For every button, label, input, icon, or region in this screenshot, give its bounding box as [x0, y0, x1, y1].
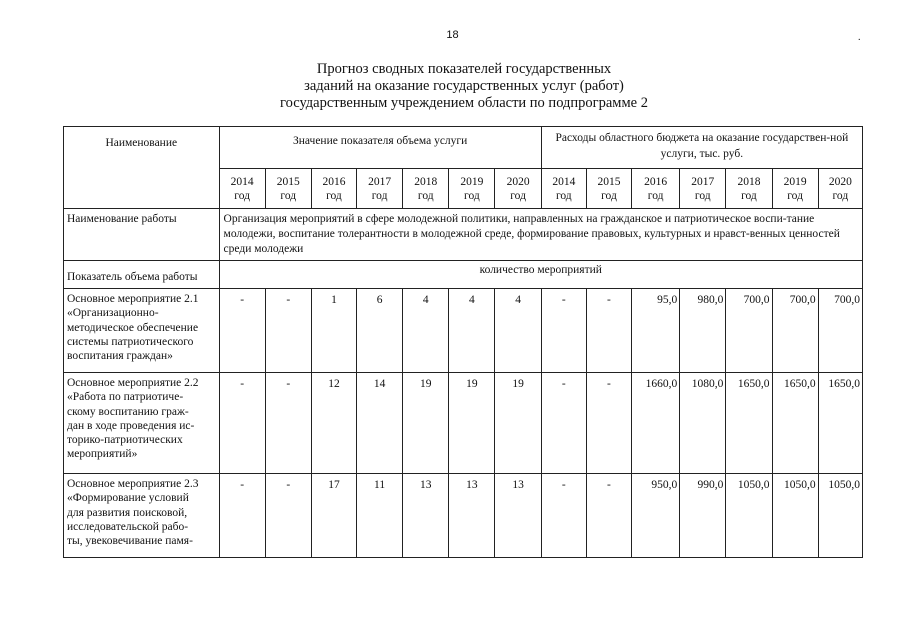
expense-value: 700,0 — [818, 289, 862, 373]
work-name-label: Наименование работы — [64, 209, 220, 261]
volume-value: 4 — [495, 289, 541, 373]
expense-value: 1650,0 — [772, 373, 818, 474]
title-line-1: Прогноз сводных показателей государственных — [316, 61, 612, 77]
year-word: год — [647, 190, 664, 202]
expense-value: - — [586, 474, 631, 558]
expense-value: 1050,0 — [818, 474, 862, 558]
year-label: 2017 — [368, 176, 392, 188]
year-word: год — [326, 190, 342, 202]
volume-value: 13 — [495, 474, 541, 558]
year-label: 2016 — [322, 176, 346, 188]
year-label: 2018 — [414, 176, 438, 188]
year-word: год — [694, 190, 711, 202]
expenses-year-header — [586, 169, 631, 209]
title-line-3: государственным учреждением области по подпрограмме 2 — [280, 95, 648, 111]
volume-value: - — [219, 474, 265, 558]
year-word: год — [464, 190, 480, 202]
volume-value: 17 — [311, 474, 356, 558]
activity-name-line: системы патриотического — [67, 335, 194, 348]
expense-value: 1660,0 — [632, 373, 680, 474]
expense-value: - — [541, 474, 586, 558]
expense-value: 1050,0 — [772, 474, 818, 558]
page-number: 18 — [446, 29, 459, 41]
expenses-year-header — [772, 169, 818, 209]
year-label: 2020 — [828, 176, 852, 188]
expense-value: 1650,0 — [818, 373, 862, 474]
expense-value: - — [541, 289, 586, 373]
volume-value: 1 — [311, 289, 356, 373]
volume-year-header — [265, 169, 311, 209]
volume-year-header — [219, 169, 265, 209]
activity-name-line: торико-патриотических — [67, 434, 183, 447]
activity-name-line: Основное мероприятие 2.1 — [67, 293, 199, 305]
activity-name — [64, 474, 220, 558]
activity-name-line: дан в ходе проведения ис- — [67, 419, 195, 432]
volume-value: 19 — [495, 373, 541, 474]
activity-name-line: мероприятий» — [67, 448, 138, 461]
year-label: 2018 — [737, 176, 761, 188]
activity-name-line: методическое обеспечение — [67, 321, 199, 334]
year-word: год — [555, 190, 572, 202]
activity-name-line: для развития поисковой, — [67, 506, 188, 519]
activity-name-line: воспитания граждан» — [67, 350, 173, 363]
expense-value: 990,0 — [680, 474, 726, 558]
volume-year-header — [403, 169, 449, 209]
year-label: 2015 — [276, 176, 300, 188]
year-word: год — [371, 190, 388, 202]
activity-name-line: «Работа по патриотиче- — [67, 391, 184, 404]
activity-name — [64, 373, 220, 474]
year-label: 2020 — [506, 176, 530, 188]
table-row — [64, 289, 863, 373]
year-label: 2014 — [552, 176, 576, 188]
expenses-year-header — [726, 169, 772, 209]
year-label: 2017 — [691, 176, 715, 188]
year-word: год — [832, 190, 849, 202]
volume-value: 13 — [403, 474, 449, 558]
activity-name-line: Основное мероприятие 2.2 — [67, 377, 199, 389]
expense-value: 1080,0 — [680, 373, 726, 474]
volume-value: 13 — [449, 474, 495, 558]
volume-value: 14 — [357, 373, 403, 474]
activity-name-line: Основное мероприятие 2.3 — [67, 478, 199, 490]
year-label: 2019 — [460, 176, 484, 188]
volume-year-header — [495, 169, 541, 209]
volume-value: 4 — [403, 289, 449, 373]
volume-value: - — [219, 373, 265, 474]
activity-name-line: ты, увековечивание памя- — [67, 535, 193, 548]
corner-mark: . — [858, 32, 861, 43]
activity-name-line: «Формирование условий — [67, 492, 189, 505]
indicator-label: Показатель объема работы — [64, 261, 220, 289]
year-label: 2019 — [783, 176, 807, 188]
year-word: год — [741, 190, 757, 202]
expenses-year-header — [541, 169, 586, 209]
year-label: 2016 — [644, 176, 668, 188]
year-word: год — [510, 190, 526, 202]
table-row — [64, 373, 863, 474]
volume-year-header — [311, 169, 356, 209]
year-word: год — [280, 190, 297, 202]
activity-name-line: скому воспитанию граж- — [67, 405, 189, 418]
expense-value: 980,0 — [680, 289, 726, 373]
volume-value: 19 — [449, 373, 495, 474]
table-row — [64, 474, 863, 558]
year-word: год — [787, 190, 803, 202]
year-label: 2014 — [230, 176, 254, 188]
document-title — [200, 61, 728, 112]
expense-value: - — [586, 289, 631, 373]
activity-name-line: исследовательской рабо- — [67, 520, 189, 533]
header-expenses-group: Расходы областного бюджета на оказание государствен-ной услуги, тыс. руб. — [541, 127, 862, 169]
expense-value: 700,0 — [726, 289, 772, 373]
year-word: год — [417, 190, 434, 202]
expense-value: - — [541, 373, 586, 474]
volume-value: - — [265, 289, 311, 373]
volume-value: 11 — [357, 474, 403, 558]
volume-value: 6 — [357, 289, 403, 373]
volume-value: - — [219, 289, 265, 373]
volume-value: 12 — [311, 373, 356, 474]
expense-value: 95,0 — [632, 289, 680, 373]
activity-name-line: «Организационно- — [67, 307, 159, 320]
expense-value: 950,0 — [632, 474, 680, 558]
indicator-unit: количество мероприятий — [219, 261, 862, 289]
volume-value: 4 — [449, 289, 495, 373]
header-volume-group: Значение показателя объема услуги — [219, 127, 541, 169]
volume-year-header — [357, 169, 403, 209]
title-line-2: заданий на оказание государственных услуг (работ) — [304, 78, 624, 94]
volume-value: - — [265, 474, 311, 558]
expense-value: - — [586, 373, 631, 474]
volume-value: - — [265, 373, 311, 474]
expenses-year-header — [818, 169, 862, 209]
expenses-year-header — [680, 169, 726, 209]
expenses-year-header — [632, 169, 680, 209]
expense-value: 700,0 — [772, 289, 818, 373]
expense-value: 1650,0 — [726, 373, 772, 474]
volume-year-header — [449, 169, 495, 209]
expense-value: 1050,0 — [726, 474, 772, 558]
volume-value: 19 — [403, 373, 449, 474]
header-name: Наименование — [64, 127, 220, 209]
work-name-text: Организация мероприятий в сфере молодежной политики, направленных на гражданское и патриотическое воспи-тание молодежи, воспитание толерантности в молодежной среде, формирование правовых, культурных и нравст-венных ценностей среди молодежи — [219, 209, 862, 261]
year-word: год — [234, 190, 250, 202]
indicators-table — [63, 126, 863, 558]
activity-name — [64, 289, 220, 373]
year-label: 2015 — [597, 176, 621, 188]
year-word: год — [601, 190, 617, 202]
